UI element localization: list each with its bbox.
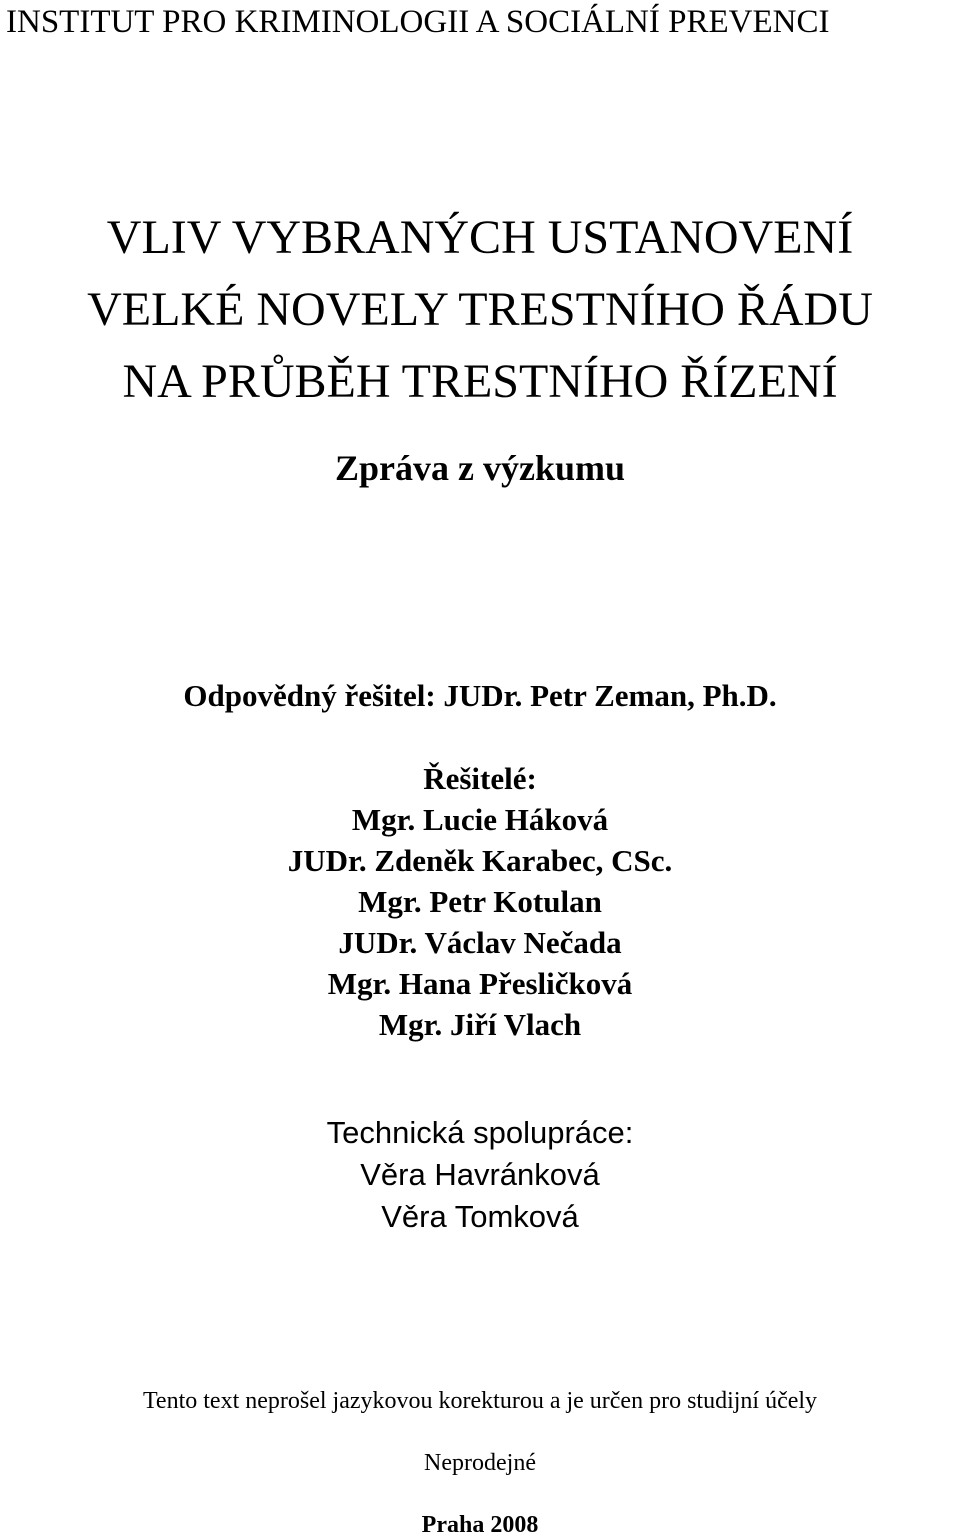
team-heading: Řešitelé: [423,761,537,796]
team-member: Mgr. Lucie Háková [351,802,609,837]
team-member: Mgr. Jiří Vlach [378,1007,582,1042]
research-team [0,758,960,1045]
technical-cooperation [0,1112,960,1238]
place-and-year: Praha 2008 [421,1512,539,1538]
title-line-1: VLIV VYBRANÝCH USTANOVENÍ [106,211,854,264]
institute-name: INSTITUT PRO KRIMINOLOGII A SOCIÁLNÍ PREVENCI [6,4,830,40]
document-subtitle: Zpráva z výzkumu [334,448,626,488]
team-member: Mgr. Petr Kotulan [358,884,602,919]
technical-member: Věra Tomková [381,1199,579,1234]
title-line-2: VELKÉ NOVELY TRESTNÍHO ŘÁDU [87,283,873,336]
team-member: Mgr. Hana Přesličková [327,966,633,1001]
technical-heading: Technická spolupráce: [326,1115,634,1150]
team-member: JUDr. Václav Nečada [338,925,622,960]
title-line-3: NA PRŮBĚH TRESTNÍHO ŘÍZENÍ [122,355,838,408]
not-for-sale-label: Neprodejné [424,1450,536,1476]
responsible-researcher: Odpovědný řešitel: JUDr. Petr Zeman, Ph.D. [183,678,777,713]
team-member: JUDr. Zdeněk Karabec, CSc. [287,843,673,878]
proofreading-note: Tento text neprošel jazykovou korekturou a je určen pro studijní účely [142,1388,818,1414]
technical-member: Věra Havránková [360,1157,600,1192]
